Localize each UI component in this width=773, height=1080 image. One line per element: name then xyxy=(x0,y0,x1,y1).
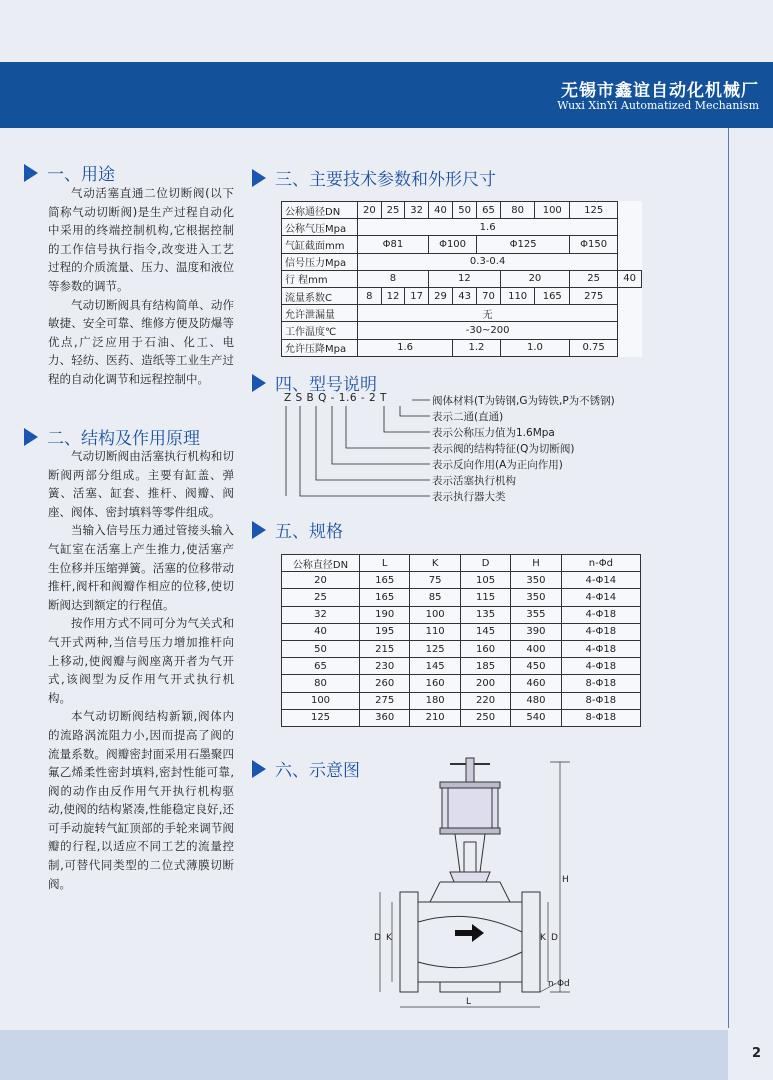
section-structure-title xyxy=(24,424,200,449)
spec-cell: 145 xyxy=(410,658,460,675)
params-label: 流量系数C xyxy=(282,287,358,304)
spec-header: n-Φd xyxy=(561,555,640,572)
table-row xyxy=(282,606,641,623)
table-row xyxy=(282,692,641,709)
spec-cell: 200 xyxy=(460,675,510,692)
spec-cell: 4-Φ14 xyxy=(561,572,640,589)
params-cell: 275 xyxy=(570,287,618,304)
params-cell: 80 xyxy=(500,202,535,219)
table-row xyxy=(282,640,641,657)
params-cell: 165 xyxy=(535,287,570,304)
table-row xyxy=(282,305,642,322)
right-divider xyxy=(728,128,729,1028)
spec-cell: 195 xyxy=(360,623,410,640)
spec-cell: 220 xyxy=(460,692,510,709)
params-cell: 43 xyxy=(453,287,477,304)
spec-cell: 100 xyxy=(410,606,460,623)
section-model-label: 四、型号说明 xyxy=(275,375,377,395)
section-params-title xyxy=(252,165,496,190)
spec-cell: 40 xyxy=(282,623,360,640)
table-row xyxy=(282,709,641,726)
usage-para-2: 气动切断阀具有结构简单、动作敏捷、安全可靠、维修方便及防爆等优点,广泛应用于石油、化工、电力、轻纺、医药、造纸等工业生产过程的自动化调节和远程控制中。 xyxy=(48,297,234,386)
spec-cell: 32 xyxy=(282,606,360,623)
params-cell: 20 xyxy=(500,270,569,287)
table-row xyxy=(282,675,641,692)
structure-para-4: 本气动切断阀结构新颖,阀体内的流路涡流阻力小,因而提高了阀的流量系数。阀瓣密封面采用石墨聚四氟乙烯柔性密封填料,密封性能可靠,阀的动作由反作用气开执行机构驱动,使阀的结构紧凑,性能稳定良好,还可手动旋转气缸顶部的手轮来调节阀瓣的行程,以适应不同工艺的流量控制,可替代同类型的二位式薄膜切断阀。 xyxy=(48,709,234,891)
dimension-d-right-label: D xyxy=(551,933,558,943)
params-cell: 100 xyxy=(535,202,570,219)
model-explanation xyxy=(284,392,704,512)
params-cell: 40 xyxy=(428,202,452,219)
triangle-bullet-icon xyxy=(24,428,38,446)
structure-para-1: 气动切断阀由活塞执行机构和切断阀两部分组成。主要有缸盖、弹簧、活塞、缸套、推杆、阀瓣、阀座、阀体、密封填料等零件组成。 xyxy=(48,449,234,519)
params-cell: 1.6 xyxy=(358,219,618,236)
spec-cell: 215 xyxy=(360,640,410,657)
params-cell: 50 xyxy=(453,202,477,219)
table-row xyxy=(282,555,641,572)
spec-cell: 4-Φ14 xyxy=(561,589,640,606)
dimension-d-left-label: D xyxy=(374,933,381,943)
spec-cell: 460 xyxy=(511,675,561,692)
params-cell: 32 xyxy=(405,202,429,219)
spec-cell: 275 xyxy=(360,692,410,709)
table-row xyxy=(282,589,641,606)
spec-cell: 75 xyxy=(410,572,460,589)
spec-cell: 160 xyxy=(460,640,510,657)
params-cell: 0.75 xyxy=(570,339,618,356)
params-label: 允许泄漏量 xyxy=(282,305,358,322)
params-label: 工作温度℃ xyxy=(282,322,358,339)
spec-cell: 360 xyxy=(360,709,410,726)
valve-diagram xyxy=(360,752,590,1017)
params-label: 公称通径DN xyxy=(282,202,358,219)
table-row xyxy=(282,236,642,253)
spec-table xyxy=(281,554,641,727)
section-diagram-label: 六、示意图 xyxy=(275,761,360,781)
spec-header: D xyxy=(460,555,510,572)
model-desc: 表示阀的结构特征(Q为切断阀) xyxy=(432,443,575,455)
spec-cell: 85 xyxy=(410,589,460,606)
params-cell: 17 xyxy=(405,287,429,304)
params-cell: 25 xyxy=(570,270,618,287)
company-name-en: Wuxi XinYi Automatized Mechanism xyxy=(557,99,759,112)
model-desc: 表示活塞执行机构 xyxy=(432,475,516,487)
params-cell: 1.6 xyxy=(358,339,453,356)
params-cell: 29 xyxy=(428,287,452,304)
spec-cell: 80 xyxy=(282,675,360,692)
params-label: 信号压力Mpa xyxy=(282,253,358,270)
section-usage-label: 一、用途 xyxy=(47,165,115,185)
params-cell: Φ100 xyxy=(428,236,476,253)
spec-cell: 450 xyxy=(511,658,561,675)
spec-cell: 4-Φ18 xyxy=(561,623,640,640)
spec-cell: 110 xyxy=(410,623,460,640)
footer-band xyxy=(0,1030,728,1080)
params-cell: 110 xyxy=(500,287,535,304)
triangle-bullet-icon xyxy=(252,374,266,392)
spec-cell: 135 xyxy=(460,606,510,623)
model-desc: 表示反向作用(A为正向作用) xyxy=(432,459,563,471)
table-row xyxy=(282,202,642,219)
spec-cell: 350 xyxy=(511,572,561,589)
params-cell: 1.2 xyxy=(453,339,501,356)
spec-header: H xyxy=(511,555,561,572)
table-row xyxy=(282,253,642,270)
spec-header: 公称直径DN xyxy=(282,555,360,572)
section-usage-title xyxy=(24,160,115,185)
table-row xyxy=(282,572,641,589)
triangle-bullet-icon xyxy=(24,164,38,182)
company-name-cn: 无锡市鑫谊自动化机械厂 xyxy=(561,81,759,101)
spec-cell: 190 xyxy=(360,606,410,623)
params-cell: 25 xyxy=(381,202,405,219)
dimension-h-label: H xyxy=(562,875,569,885)
spec-cell: 4-Φ18 xyxy=(561,640,640,657)
table-row xyxy=(282,623,641,640)
model-desc: 表示二通(直通) xyxy=(432,411,504,423)
params-cell: 12 xyxy=(428,270,500,287)
params-cell: Φ81 xyxy=(358,236,429,253)
spec-cell: 115 xyxy=(460,589,510,606)
section-spec-label: 五、规格 xyxy=(275,522,343,542)
model-desc: 表示公称压力值为1.6Mpa xyxy=(432,427,555,439)
spec-cell: 25 xyxy=(282,589,360,606)
table-row xyxy=(282,339,642,356)
table-row xyxy=(282,287,642,304)
dimension-k-left-label: K xyxy=(386,933,392,943)
triangle-bullet-icon xyxy=(252,521,266,539)
params-cell: Φ125 xyxy=(477,236,570,253)
spec-cell: 350 xyxy=(511,589,561,606)
usage-text xyxy=(48,184,234,389)
spec-cell: 4-Φ18 xyxy=(561,606,640,623)
model-desc: 阀体材料(T为铸钢,G为铸铁,P为不锈钢) xyxy=(432,395,615,407)
spec-cell: 250 xyxy=(460,709,510,726)
params-cell: 65 xyxy=(477,202,501,219)
spec-cell: 210 xyxy=(410,709,460,726)
spec-cell: 50 xyxy=(282,640,360,657)
table-row xyxy=(282,219,642,236)
section-spec-title xyxy=(252,517,343,542)
table-row xyxy=(282,658,641,675)
params-table xyxy=(281,201,642,357)
params-cell: -30~200 xyxy=(358,322,618,339)
params-cell: 无 xyxy=(358,305,618,322)
params-label: 气缸截面mm xyxy=(282,236,358,253)
params-label: 允许压降Mpa xyxy=(282,339,358,356)
spec-cell: 160 xyxy=(410,675,460,692)
model-leader-lines xyxy=(284,392,444,512)
dimension-nd-label: n-Φd xyxy=(548,979,570,989)
spec-cell: 65 xyxy=(282,658,360,675)
spec-header: K xyxy=(410,555,460,572)
model-desc: 表示执行器大类 xyxy=(432,491,506,503)
spec-cell: 8-Φ18 xyxy=(561,692,640,709)
triangle-bullet-icon xyxy=(252,760,266,778)
spec-cell: 165 xyxy=(360,572,410,589)
dimension-l-label: L xyxy=(466,997,472,1007)
structure-para-2: 当输入信号压力通过管接头输入气缸室在活塞上产生推力,使活塞产生位移并压缩弹簧。活塞的位移带动推杆,阀杆和阀瓣作相应的位移,使切断阀达到额定的行程值。 xyxy=(48,523,234,612)
params-cell: 8 xyxy=(358,270,429,287)
model-code: Z S B Q - 1.6 - 2 T xyxy=(284,392,387,404)
spec-header: L xyxy=(360,555,410,572)
spec-cell: 145 xyxy=(460,623,510,640)
dimension-k-right-label: K xyxy=(540,933,546,943)
params-cell: 8 xyxy=(358,287,382,304)
spec-cell: 230 xyxy=(360,658,410,675)
triangle-bullet-icon xyxy=(252,169,266,187)
params-cell: 20 xyxy=(358,202,382,219)
spec-cell: 540 xyxy=(511,709,561,726)
table-row xyxy=(282,322,642,339)
spec-cell: 260 xyxy=(360,675,410,692)
params-cell: 0.3-0.4 xyxy=(358,253,618,270)
params-cell: 1.0 xyxy=(500,339,569,356)
params-cell: 40 xyxy=(618,270,642,287)
params-label: 行 程mm xyxy=(282,270,358,287)
page-number: 2 xyxy=(752,1046,762,1061)
spec-cell: 480 xyxy=(511,692,561,709)
section-structure-label: 二、结构及作用原理 xyxy=(47,429,200,449)
spec-cell: 125 xyxy=(282,709,360,726)
structure-text xyxy=(48,447,234,893)
spec-cell: 185 xyxy=(460,658,510,675)
params-cell: 12 xyxy=(381,287,405,304)
spec-cell: 165 xyxy=(360,589,410,606)
spec-cell: 400 xyxy=(511,640,561,657)
spec-cell: 4-Φ18 xyxy=(561,658,640,675)
spec-cell: 8-Φ18 xyxy=(561,675,640,692)
spec-cell: 8-Φ18 xyxy=(561,709,640,726)
structure-para-3: 按作用方式不同可分为气关式和气开式两种,当信号压力增加推杆向上移动,使阀瓣与阀座离开者为气开式,该阀型为反作用气开式执行机构。 xyxy=(48,616,234,705)
params-cell: 125 xyxy=(570,202,618,219)
spec-cell: 355 xyxy=(511,606,561,623)
table-row xyxy=(282,270,642,287)
spec-cell: 125 xyxy=(410,640,460,657)
params-label: 公称气压Mpa xyxy=(282,219,358,236)
spec-cell: 105 xyxy=(460,572,510,589)
usage-para-1: 气动活塞直通二位切断阀(以下简称气动切断阀)是生产过程自动化中采用的终端控制机构,它根据控制的工作信号执行指令,改变进入工艺过程的介质流量、压力、温度和液位等参数的调节。 xyxy=(48,186,234,293)
spec-cell: 390 xyxy=(511,623,561,640)
spec-cell: 100 xyxy=(282,692,360,709)
section-params-label: 三、主要技术参数和外形尺寸 xyxy=(275,170,496,190)
params-cell: Φ150 xyxy=(570,236,618,253)
spec-cell: 20 xyxy=(282,572,360,589)
spec-cell: 180 xyxy=(410,692,460,709)
params-cell: 70 xyxy=(477,287,501,304)
section-diagram-title xyxy=(252,756,360,781)
